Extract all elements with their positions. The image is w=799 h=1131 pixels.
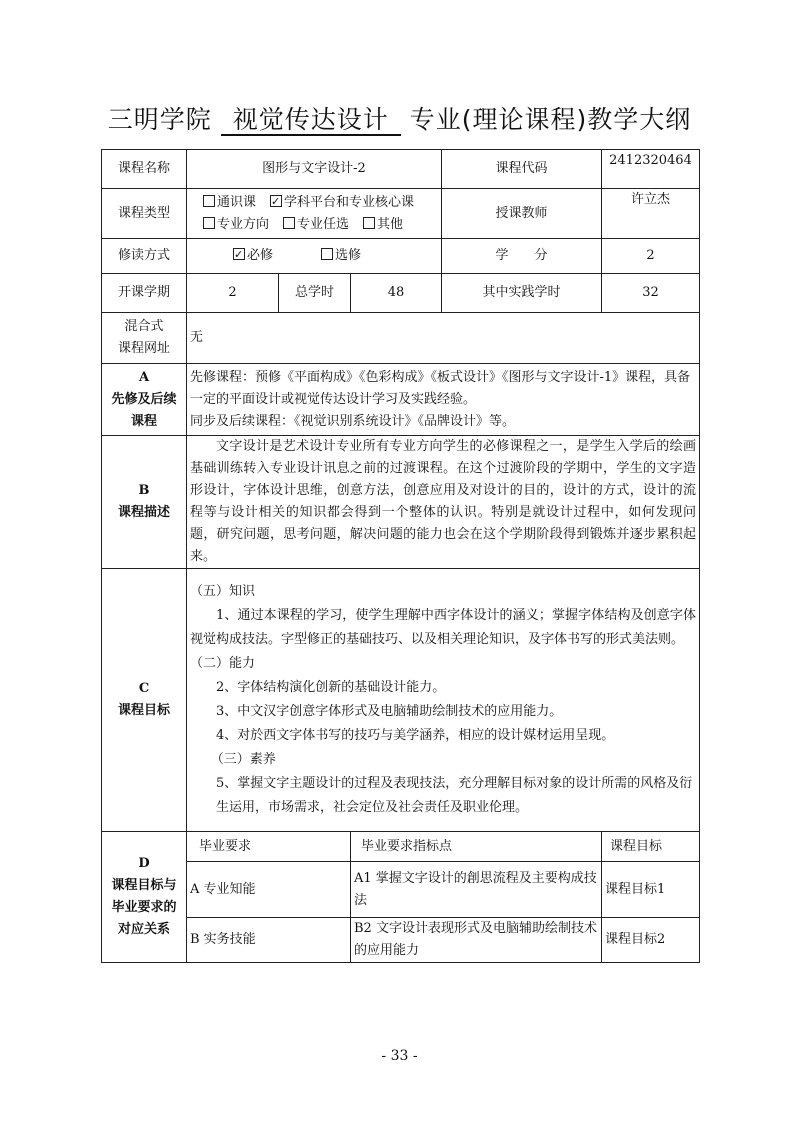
heading-literacy: （三）素养: [210, 752, 276, 767]
section-c-content: [187, 569, 700, 832]
course-type-options: [187, 189, 442, 239]
header-req-indicator: 毕业要求指标点: [351, 832, 602, 862]
checkbox-icon: [283, 217, 295, 229]
course-type-line-1: [203, 192, 438, 214]
goal-1: 1、通过本课程的学习，使学生理解中西字体设计的涵义；掌握字体结构及创意字体视觉构成技法。字型修正的基础技巧、以及相关理论知识，及字体书写的形式美法则。: [190, 608, 696, 647]
goal-5: 5、掌握文字主题设计的过程及表现技法，充分理解目标对象的设计所需的风格及衍生运用，市场需求，社会定位及社会责任及职业伦理。: [216, 776, 693, 815]
course-name-label: 课程名称: [102, 150, 187, 189]
checkbox-checked-icon: [233, 248, 245, 260]
goal-4: 4、对於西文字体书写的技巧与美学涵养，相应的设计媒材运用呈现。: [216, 728, 615, 743]
header-graduation-req: 毕业要求: [187, 832, 351, 862]
prerequisite-text: 先修课程：预修《平面构成》《色彩构成》《板式设计》《图形与文字设计-1》课程，具备一定的平面设计或视觉传达设计学习及实践经验。: [190, 369, 691, 407]
type-option-other[interactable]: 其他: [363, 217, 403, 232]
req-b: B 实务技能: [187, 918, 351, 963]
row-study-mode: [102, 239, 700, 274]
row-course-type: [102, 189, 700, 239]
title-prefix: 三明学院: [107, 105, 212, 134]
title-major: 视觉传达设计: [221, 106, 401, 136]
goal-2: 2、字体结构演化创新的基础设计能力。: [216, 680, 446, 695]
course-type-line-2: [203, 214, 438, 236]
table-row: [102, 862, 700, 918]
goal-3: 3、中文汉字创意字体形式及电脑辅助绘制技术的应用能力。: [216, 704, 563, 719]
section-a-label: A 先修及后续 课程: [102, 364, 187, 436]
checkbox-icon: [203, 217, 215, 229]
row-section-d-header: [102, 832, 700, 862]
study-mode-label: 修读方式: [102, 239, 187, 274]
url-label: 混合式 课程网址: [102, 313, 187, 364]
practice-value: 32: [602, 274, 700, 313]
checkbox-icon: [203, 195, 215, 207]
credit-value: 2: [602, 239, 700, 274]
row-section-c: [102, 569, 700, 832]
heading-ability: （二）能力: [190, 656, 256, 671]
title-suffix: 专业(理论课程)教学大纲: [409, 105, 692, 134]
row-term: [102, 274, 700, 313]
section-b-label: B 课程描述: [102, 436, 187, 569]
row-section-b: [102, 436, 700, 569]
study-option-elective[interactable]: 选修: [321, 248, 361, 263]
hours-label: 总学时: [279, 274, 351, 313]
header-course-goal: 课程目标: [602, 832, 700, 862]
course-name: 图形与文字设计-2: [187, 150, 442, 189]
row-course-name: [102, 150, 700, 189]
teacher-label: 授课教师: [442, 189, 602, 239]
point-a1: A1 掌握文字设计的創思流程及主要构成技法: [351, 862, 602, 918]
point-b2: B2 文字设计表现形式及电脑辅助绘制技术的应用能力: [351, 918, 602, 963]
checkbox-icon: [321, 248, 333, 260]
course-code-label: 课程代码: [442, 150, 602, 189]
section-d-label: D 课程目标与 毕业要求的 对应关系: [102, 832, 187, 963]
followup-text: 同步及后续课程：《视觉识别系统设计》《品牌设计》等。: [190, 413, 516, 429]
type-option-elective[interactable]: 专业任选: [283, 217, 349, 232]
course-type-label: 课程类型: [102, 189, 187, 239]
term-label: 开课学期: [102, 274, 187, 313]
type-option-general[interactable]: 通识课: [203, 195, 256, 210]
teacher-name: 许立杰: [602, 189, 700, 239]
checkbox-checked-icon: [270, 195, 282, 207]
type-option-core[interactable]: ✓ 学科平台和专业核心课: [270, 195, 414, 210]
document-title: [0, 100, 799, 136]
study-mode-options: [187, 239, 442, 274]
url-value: 无: [187, 313, 700, 364]
table-row: [102, 918, 700, 963]
practice-label: 其中实践学时: [442, 274, 602, 313]
syllabus-table: [101, 149, 700, 963]
hours-value: 48: [351, 274, 442, 313]
course-code: 2412320464: [602, 150, 700, 189]
heading-knowledge: （五）知识: [190, 584, 256, 599]
section-c-label: C 课程目标: [102, 569, 187, 832]
type-option-direction[interactable]: 专业方向: [203, 217, 269, 232]
study-option-required[interactable]: ✓ 必修: [233, 248, 273, 263]
goal-ref-1: 课程目标1: [602, 862, 700, 918]
goal-ref-2: 课程目标2: [602, 918, 700, 963]
section-b-content: [187, 436, 700, 569]
credit-label: 学 分: [442, 239, 602, 274]
row-url: [102, 313, 700, 364]
section-a-content: [187, 364, 700, 436]
checkbox-icon: [363, 217, 375, 229]
row-section-a: [102, 364, 700, 436]
term-value: 2: [187, 274, 279, 313]
page-number: - 33 -: [381, 1048, 418, 1064]
req-a: A 专业知能: [187, 862, 351, 918]
course-description: 文字设计是艺术设计专业所有专业方向学生的必修课程之一，是学生入学后的绘画基础训练转入专业设计讯息之前的过渡课程。在这个过渡阶段的学期中，学生的文字造形设计，字体设计思维，创意方法，创意应用及对设计的目的，设计的方式，设计的流程等与设计相关的知识都会得到一个整体的认识。特别是就设计过程中，如何发现问题，研究问题，思考问题，解决问题的能力也会在这个学期阶段得到锻炼并逐步累积起来。: [190, 439, 696, 564]
